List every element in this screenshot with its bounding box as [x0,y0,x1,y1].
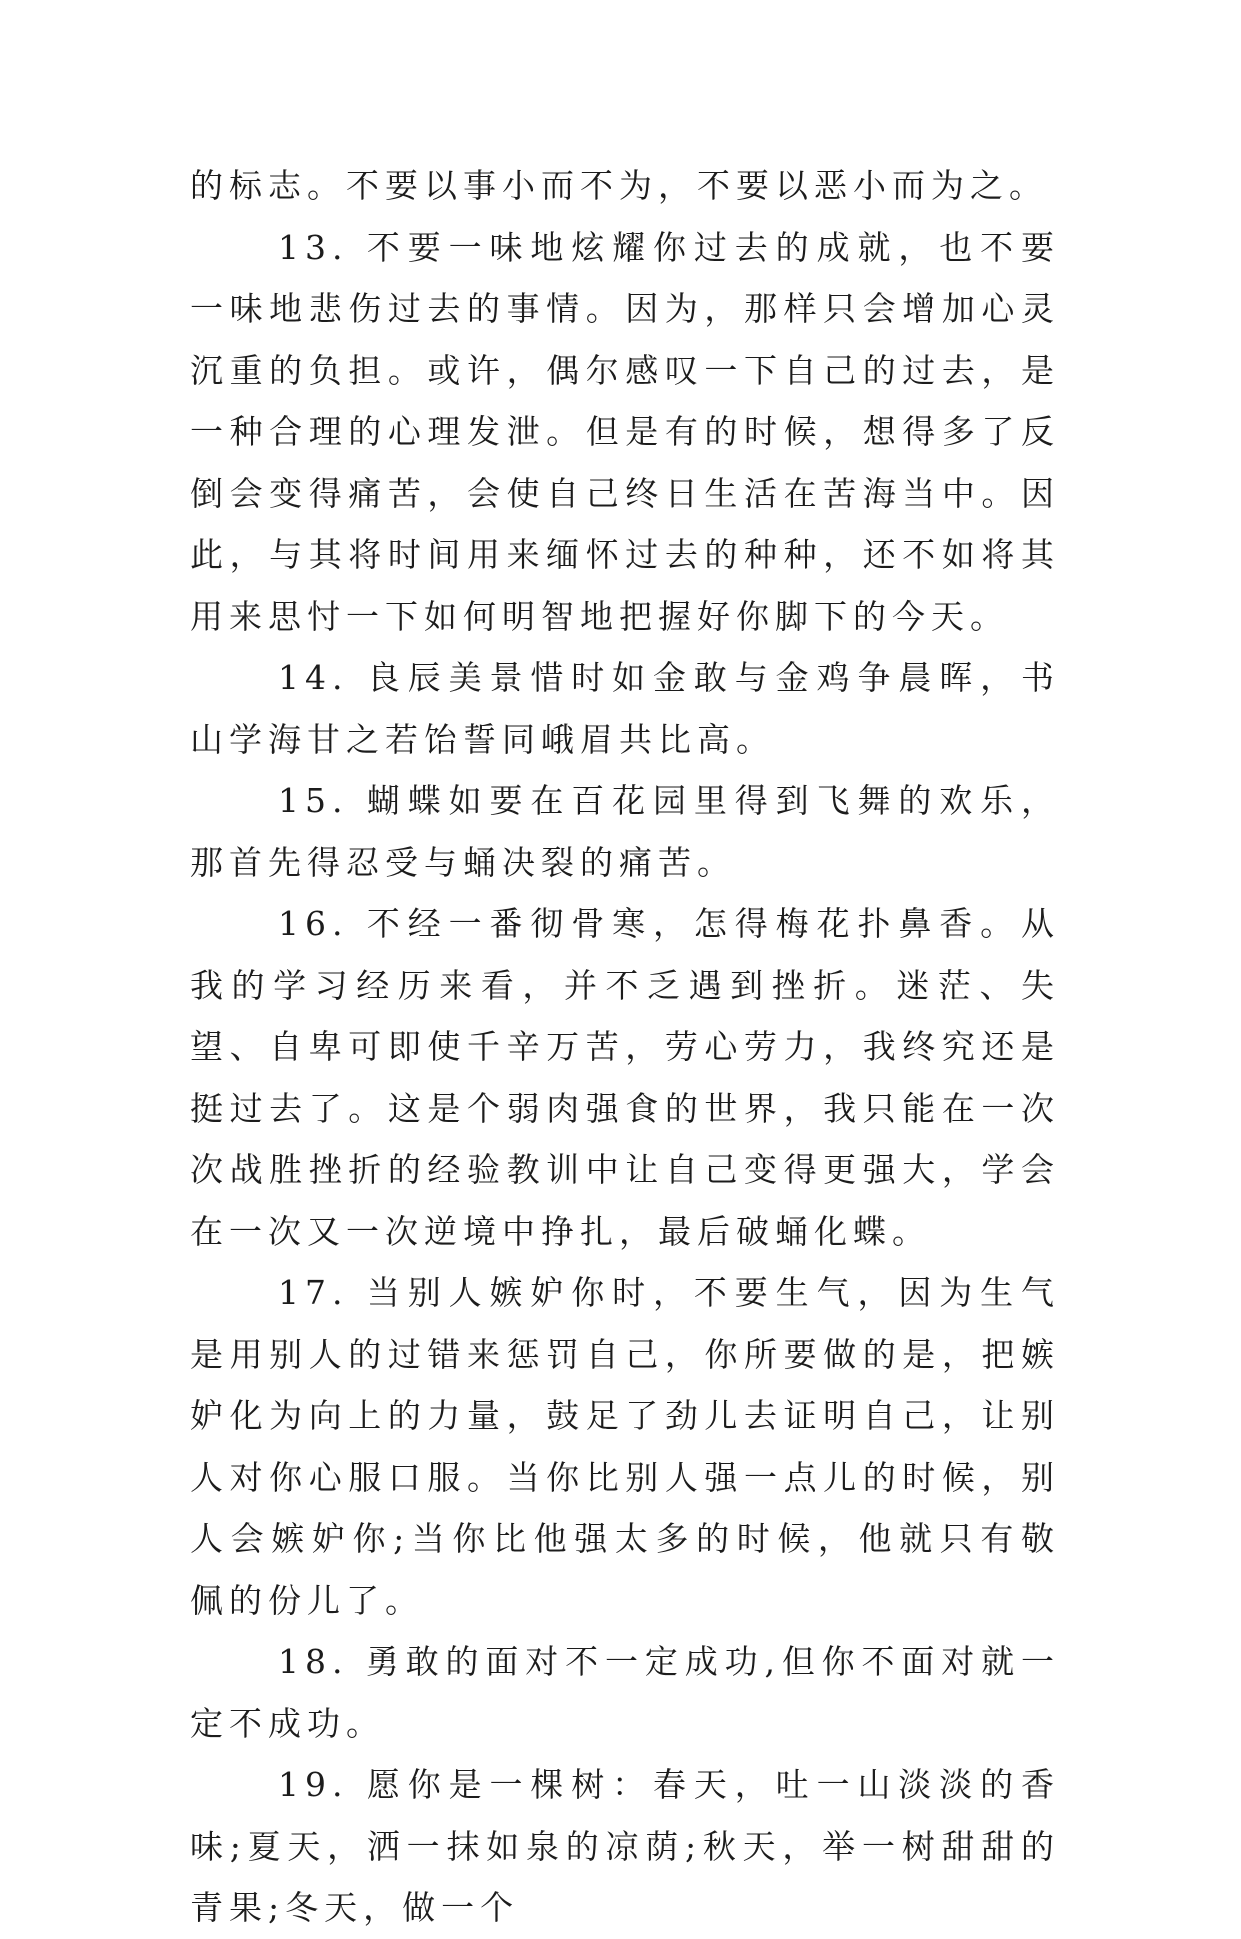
paragraph-13: 13. 不要一味地炫耀你过去的成就，也不要一味地悲伤过去的事情。因为，那样只会增加心灵沉重的负担。或许，偶尔感叹一下自己的过去，是一种合理的心理发泄。但是有的时候，想得多了反倒会变得痛苦，会使自己终日生活在苦海当中。因此，与其将时间用来缅怀过去的种种，还不如将其用来思忖一下如何明智地把握好你脚下的今天。 [190,227,1060,636]
paragraph-18: 18. 勇敢的面对不一定成功,但你不面对就一定不成功。 [190,1642,1060,1743]
paragraph-14: 14. 良辰美景惜时如金敢与金鸡争晨晖，书山学海甘之若饴誓同峨眉共比高。 [190,658,1060,759]
paragraph-17: 17. 当别人嫉妒你时，不要生气，因为生气是用别人的过错来惩罚自己，你所要做的是，把嫉妒化为向上的力量，鼓足了劲儿去证明自己，让别人对你心服口服。当你比别人强一点儿的时候，别人会嫉妒你;当你比他强太多的时候，他就只有敬佩的份儿了。 [190,1273,1060,1620]
paragraph-15: 15. 蝴蝶如要在百花园里得到飞舞的欢乐，那首先得忍受与蛹决裂的痛苦。 [190,781,1060,882]
paragraph-19: 19. 愿你是一棵树：春天，吐一山淡淡的香味;夏天，洒一抹如泉的凉荫;秋天，举一树甜甜的青果;冬天，做一个 [190,1765,1060,1927]
document-body [190,155,1060,1939]
paragraph-16: 16. 不经一番彻骨寒，怎得梅花扑鼻香。从我的学习经历来看，并不乏遇到挫折。迷茫、失望、自卑可即使千辛万苦，劳心劳力，我终究还是挺过去了。这是个弱肉强食的世界，我只能在一次次战胜挫折的经验教训中让自己变得更强大，学会在一次又一次逆境中挣扎，最后破蛹化蝶。 [190,904,1060,1251]
paragraph-continuation: 的标志。不要以事小而不为，不要以恶小而为之。 [190,166,1048,205]
